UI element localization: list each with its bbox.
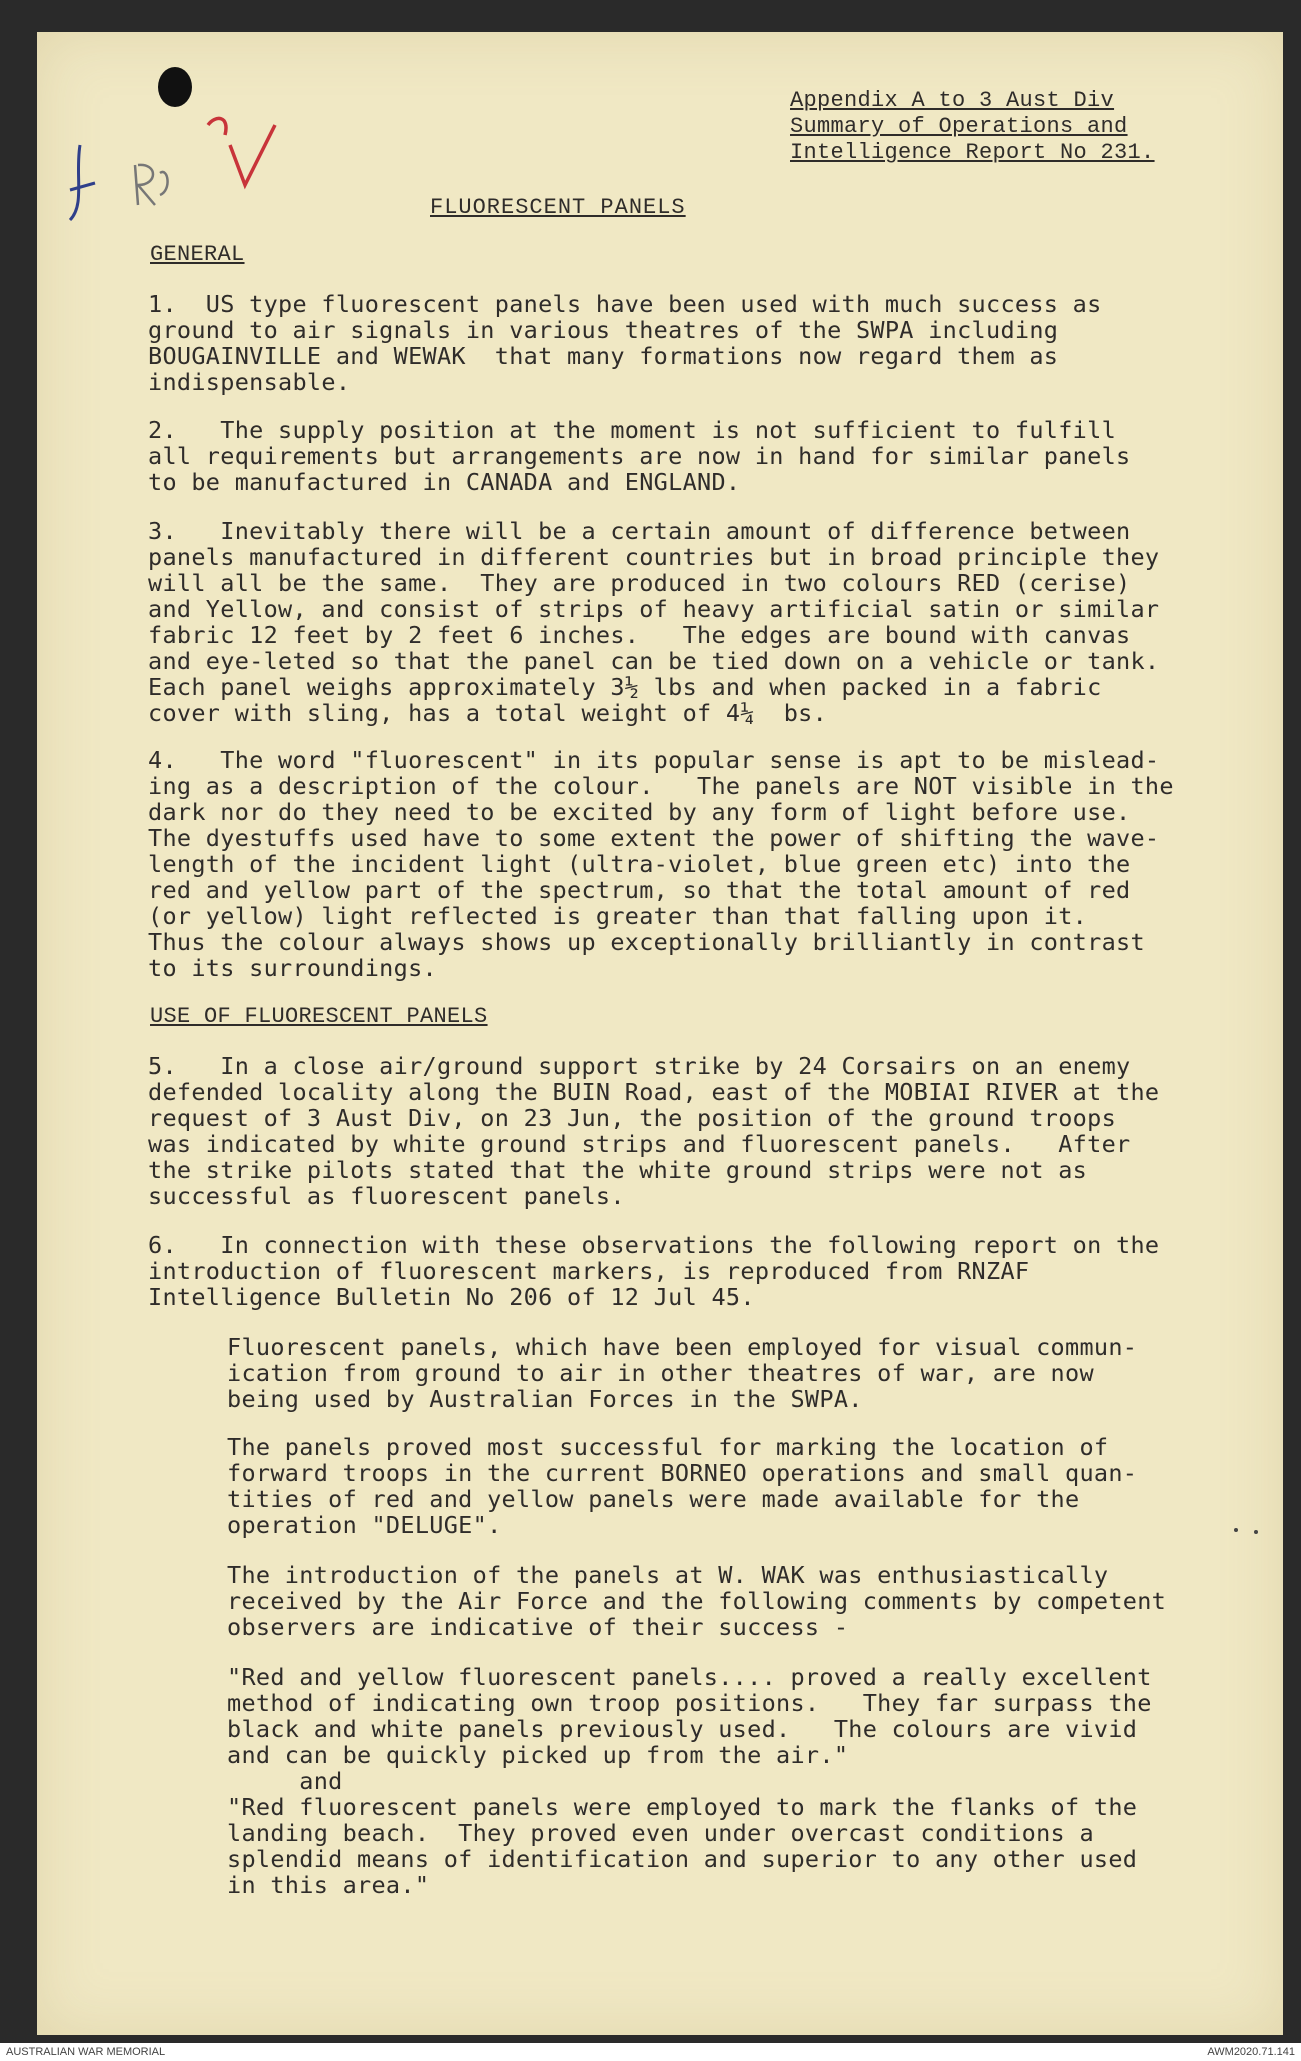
quote-1: Fluorescent panels, which have been employed for visual commun- ication from ground to air in other theatres of war, are now being used by Australian Forces in the SWPA. bbox=[227, 1333, 1138, 1413]
quote-4: "Red and yellow fluorescent panels.... proved a really excellent method of indicating own troop positions. They far surpass the black and white panels previously used. The colours are vivid and can be quickly picked up from the air." and "Red fluorescent panels were employed to mark the flanks of the landing beach. They proved even under overcast conditions a splendid means of identification and superior to any other used in this area." bbox=[227, 1663, 1152, 1899]
header-line-2: Summary of Operations and bbox=[790, 114, 1128, 139]
paragraph-6: 6. In connection with these observations the following report on the introduction of fluorescent markers, is reproduced from RNZAF Intelligence Bulletin No 206 of 12 Jul 45. bbox=[148, 1231, 1160, 1311]
section-heading-general: GENERAL bbox=[150, 242, 245, 267]
red-check-mark bbox=[208, 118, 275, 185]
grey-initials-mark bbox=[135, 165, 168, 205]
header-line-3: Intelligence Report No 231. bbox=[790, 140, 1155, 165]
paragraph-5: 5. In a close air/ground support strike by 24 Corsairs on an enemy defended locality along the BUIN Road, east of the MOBIAI RIVER at the request of 3 Aust Div, on 23 Jun, the position of the ground troops was indicated by white ground strips and fluorescent panels. After the strike pilots stated that the white ground strips were not as successful as fluorescent panels. bbox=[148, 1052, 1160, 1210]
footer-institution: AUSTRALIAN WAR MEMORIAL bbox=[6, 2046, 166, 2058]
paragraph-2: 2. The supply position at the moment is not sufficient to fulfill all requirements but arrangements are now in hand for similar panels to be manufactured in CANADA and ENGLAND. bbox=[148, 416, 1131, 496]
paragraph-3: 3. Inevitably there will be a certain amount of difference between panels manufactured in different countries but in broad principle they will all be the same. They are produced in two colours RED (cerise) and Yellow, and consist of strips of heavy artificial satin or similar fabric 12 feet by 2 feet 6 inches. The edges are bound with canvas and eye-leted so that the panel can be tied down on a vehicle or tank. Each panel weighs approximately 3½ lbs and when packed in a fabric cover with sling, has a total weight of 4¼ bs. bbox=[148, 517, 1160, 727]
footer-accession-number: AWM2020.71.141 bbox=[1207, 2046, 1295, 2058]
handwritten-annotations bbox=[40, 55, 360, 255]
blue-initials-mark bbox=[70, 145, 95, 220]
ink-blot bbox=[158, 67, 192, 107]
paragraph-1: 1. US type fluorescent panels have been used with much success as ground to air signals in various theatres of the SWPA including BOUGAINVILLE and WEWAK that many formations now regard them as indispensable. bbox=[148, 290, 1102, 396]
margin-dots bbox=[1230, 1520, 1270, 1540]
header-line-1: Appendix A to 3 Aust Div bbox=[790, 88, 1115, 113]
paragraph-4: 4. The word "fluorescent" in its popular sense is apt to be mislead- ing as a description of the colour. The panels are NOT visible in the dark nor do they need to be excited by any form of light before use. The dyestuffs used have to some extent the power of shifting the wave- length of the incident light (ultra-violet, blue green etc) into the red and yellow part of the spectrum, so that the total amount of red (or yellow) light reflected is greater than that falling upon it. Thus the colour always shows up exceptionally brilliantly in contrast to its surroundings. bbox=[148, 746, 1174, 982]
quote-2: The panels proved most successful for marking the location of forward troops in the current BORNEO operations and small quan- tities of red and yellow panels were made available for the operation "DELUGE". bbox=[227, 1433, 1138, 1539]
report-reference bbox=[790, 88, 1155, 166]
section-heading-use: USE OF FLUORESCENT PANELS bbox=[150, 1004, 488, 1029]
quote-3: The introduction of the panels at W. WAK was enthusiastically received by the Air Force and the following comments by competent observers are indicative of their success - bbox=[227, 1561, 1167, 1641]
footer-bar bbox=[0, 2043, 1301, 2061]
page-title: FLUORESCENT PANELS bbox=[430, 195, 686, 220]
